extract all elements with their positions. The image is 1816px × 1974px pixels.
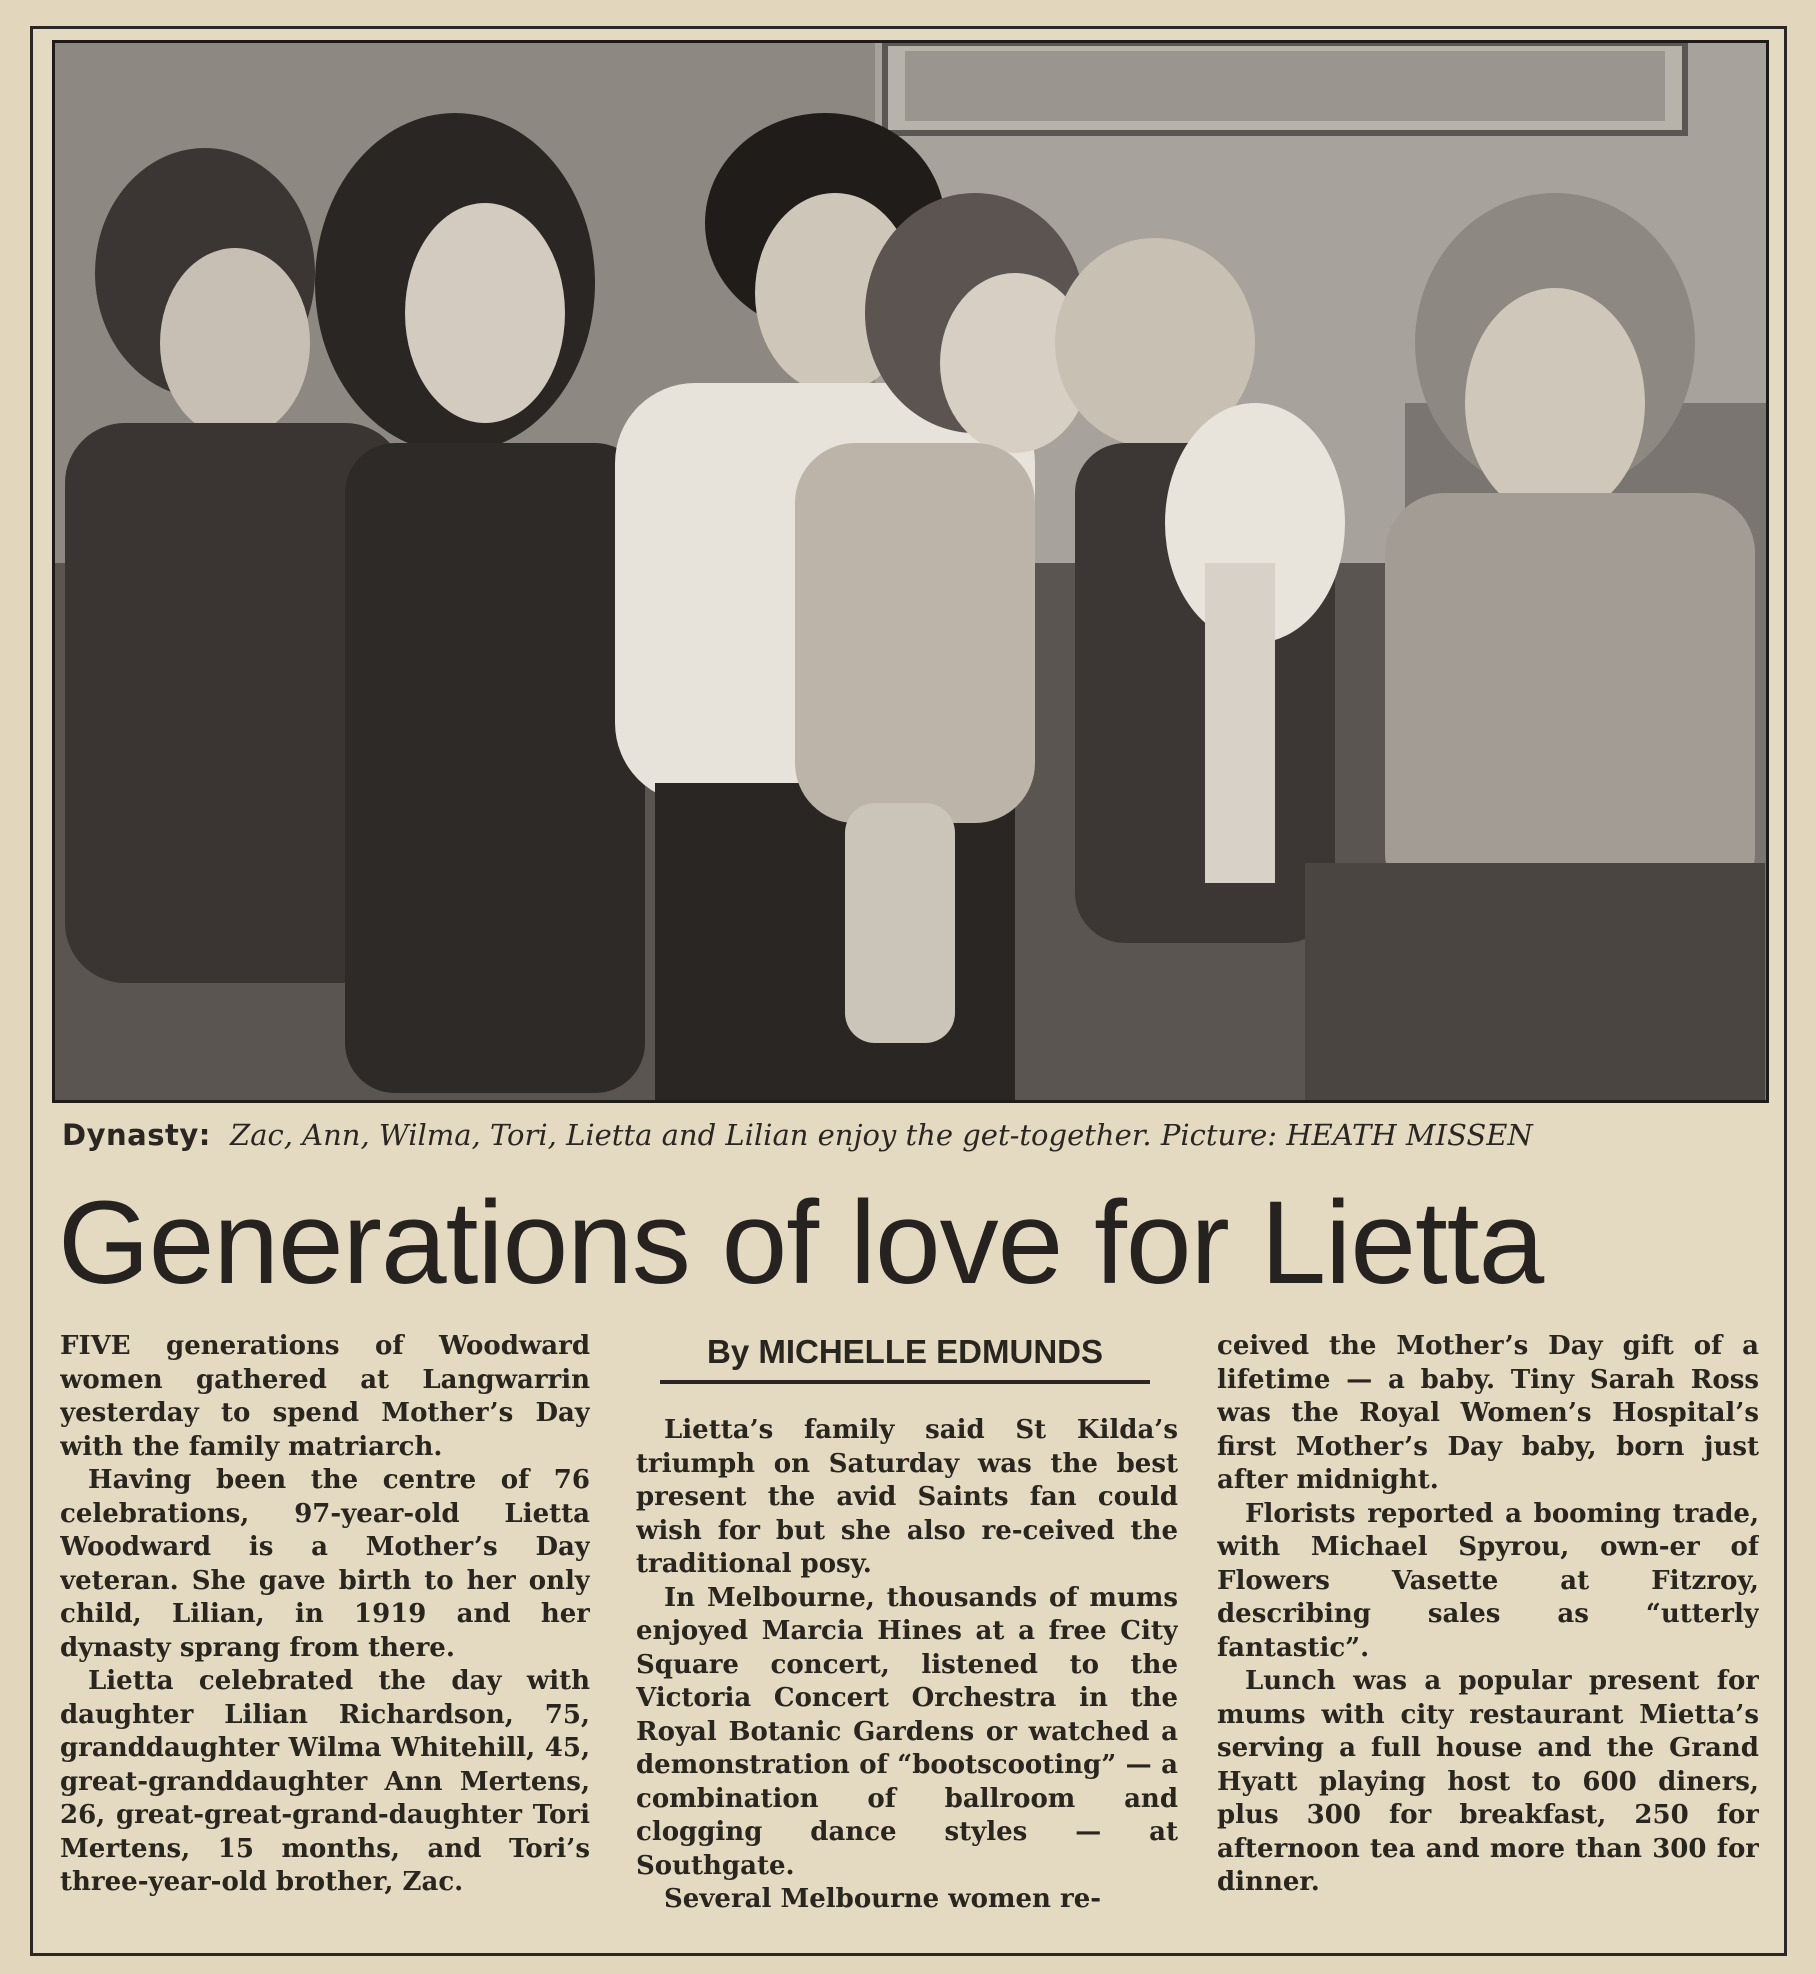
paragraph: Florists reported a booming trade, with Michael Spyrou, own-er of Flowers Vasette at Fitzroy, describing sales as “utterly fantastic”.	[1217, 1498, 1759, 1663]
caption-text: Zac, Ann, Wilma, Tori, Lietta and Lilian enjoy the get-together. Picture: HEATH MISSEN	[230, 1118, 1533, 1152]
paragraph: Lietta’s family said St Kilda’s triumph on Saturday was the best present the avid Saints fan could wish for but she also re-ceived the traditional posy.	[636, 1415, 1178, 1579]
photo-caption	[62, 1110, 1762, 1160]
article-column-3	[1217, 1330, 1759, 1930]
paragraph: ceived the Mother’s Day gift of a lifetime — a baby. Tiny Sarah Ross was the Royal Women’s Hospital’s first Mother’s Day baby, born just after midnight.	[1217, 1331, 1759, 1495]
article-column-2	[636, 1330, 1178, 1930]
caption-label: Dynasty:	[62, 1118, 211, 1152]
photo-illustration	[55, 43, 1766, 1100]
paragraph: Lunch was a popular present for mums with city restaurant Mietta’s serving a full house and the Grand Hyatt playing host to 600 diners, plus 300 for breakfast, 250 for afternoon tea and more than 300 for dinner.	[1217, 1666, 1759, 1897]
paragraph: Having been the centre of 76 celebrations, 97-year-old Lietta Woodward is a Mother’s Day veteran. She gave birth to her only child, Lilian, in 1919 and her dynasty sprang from there.	[60, 1465, 590, 1663]
article-column-1	[60, 1330, 590, 1930]
headline: Generations of love for Lietta	[58, 1177, 1544, 1309]
paragraph: Lietta celebrated the day with daughter Lilian Richardson, 75, granddaughter Wilma Whitehill, 45, great-granddaughter Ann Mertens, 26, great-great-grand-daughter Tori Mertens, 15 months, and Tori’s three-year-old brother, Zac.	[60, 1666, 590, 1897]
paragraph: In Melbourne, thousands of mums enjoyed Marcia Hines at a free City Square concert, listened to the Victoria Concert Orchestra in the Royal Botanic Gardens or watched a demonstration of “bootscooting” — a combination of ballroom and clogging dance styles — at Southgate.	[636, 1582, 1178, 1881]
byline: By MICHELLE EDMUNDS	[660, 1332, 1150, 1384]
paragraph: Several Melbourne women re-	[664, 1884, 1102, 1914]
paragraph: FIVE generations of Woodward women gathered at Langwarrin yesterday to spend Mother’s Day with the family matriarch.	[60, 1331, 590, 1462]
family-photo	[52, 40, 1769, 1103]
